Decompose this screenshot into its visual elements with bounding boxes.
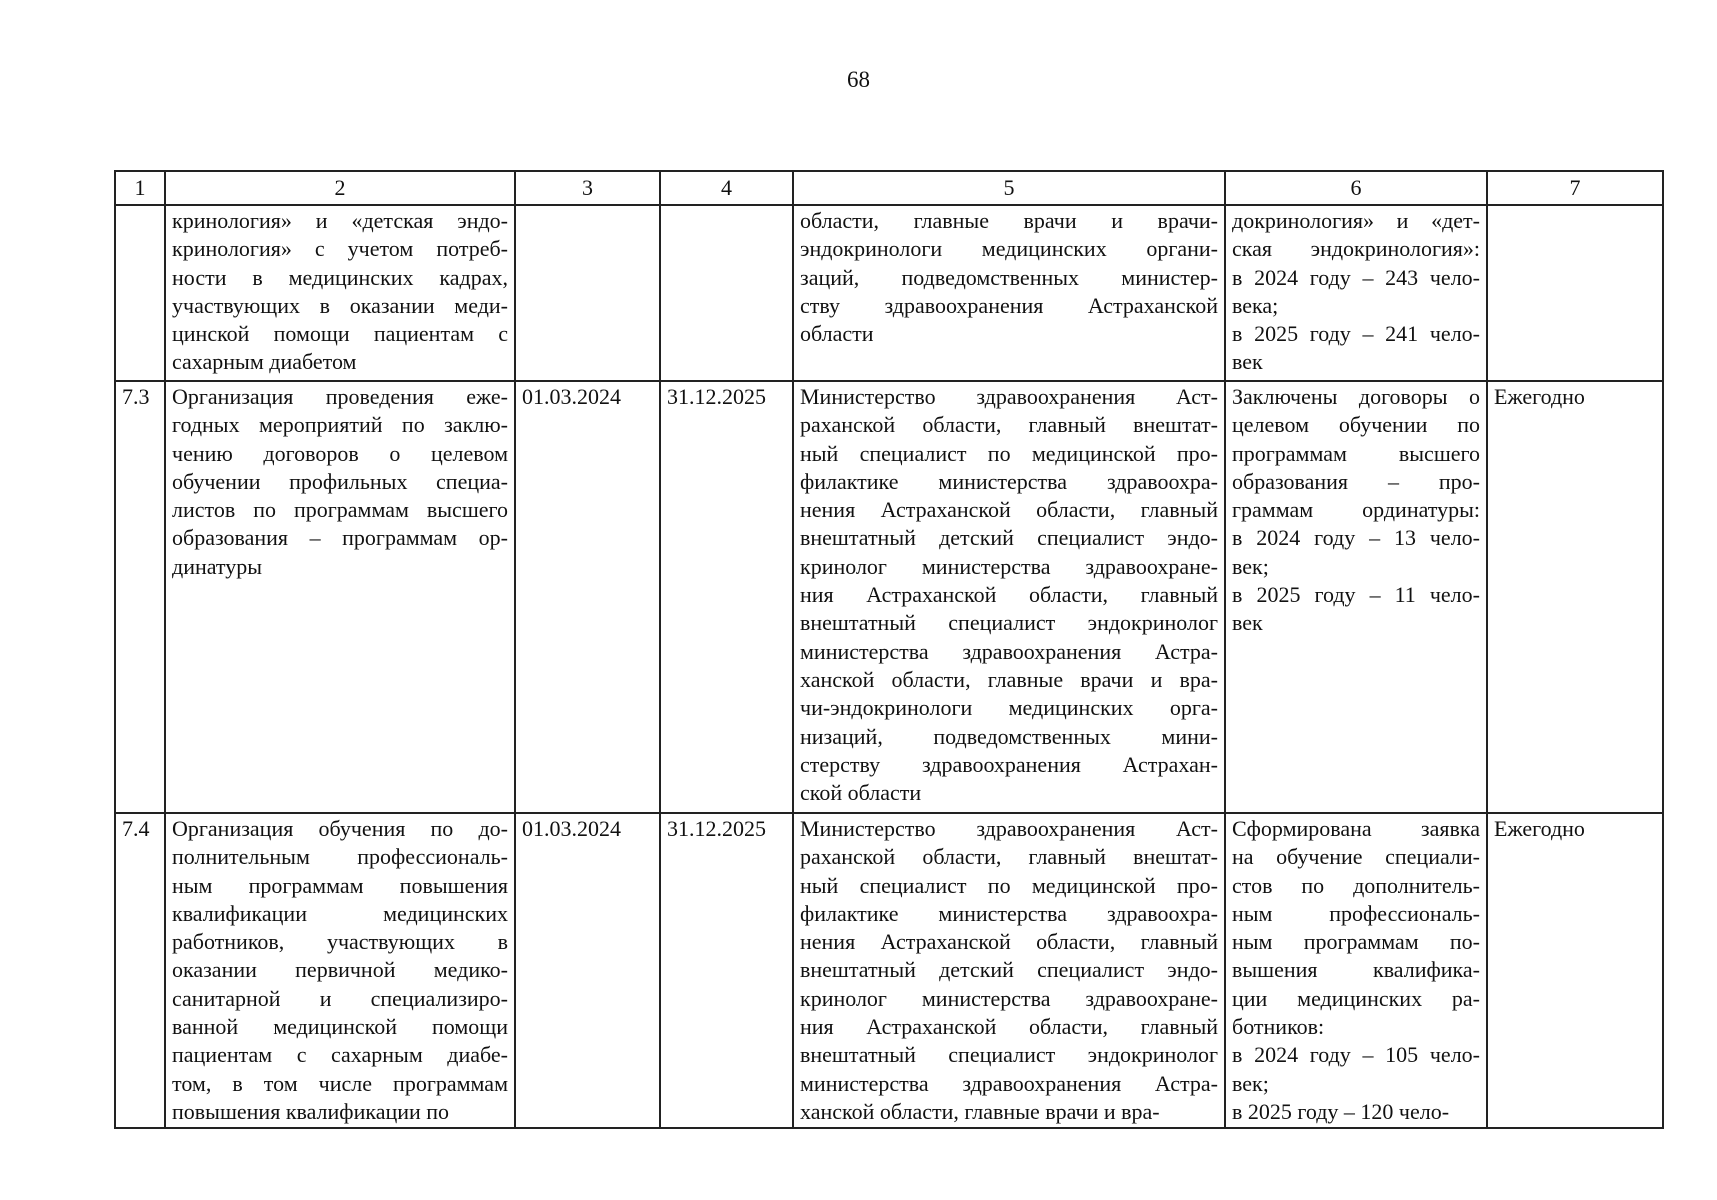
column-number: 1 <box>115 171 165 205</box>
text-line: области, главные врачи и врачи- <box>800 208 1218 233</box>
responsible-cell <box>793 813 1225 1128</box>
activity-cell <box>165 381 515 813</box>
text-line: оказании первичной медико- <box>172 957 508 983</box>
column-number: 2 <box>165 171 515 205</box>
column-number-row <box>115 171 1663 205</box>
text-line: кринология» с учетом потреб- <box>172 236 508 262</box>
text-line: ханской области, главные врачи и вра- <box>800 1098 1160 1124</box>
text-line: ханской области, главные врачи и вра- <box>800 666 1218 692</box>
row-number-cell: 7.3 <box>115 381 165 813</box>
text-line: целевом обучении по <box>1232 412 1480 438</box>
text-line: низаций, подведомственных мини- <box>800 723 1218 749</box>
text-line: филактике министерства здравоохра- <box>800 468 1218 494</box>
text-line: ным профессиональ- <box>1232 900 1480 926</box>
text-line: филактике министерства здравоохра- <box>800 900 1218 926</box>
text-line: Заключены договоры о <box>1232 384 1480 409</box>
end-date-cell <box>660 205 793 381</box>
start-date-cell: 01.03.2024 <box>515 381 660 813</box>
text-line: в 2025 году – 11 чело- <box>1232 582 1480 608</box>
text-line: Сформирована заявка <box>1232 816 1480 841</box>
text-line: в 2025 году – 241 чело- <box>1232 321 1480 347</box>
text-line: ный специалист по медицинской про- <box>800 872 1218 898</box>
text-line: квалификации медицинских <box>172 900 508 926</box>
text-line: кринология» и «детская эндо- <box>172 208 508 233</box>
text-line: в 2024 году – 13 чело- <box>1232 525 1480 551</box>
text-line: ботников: <box>1232 1014 1325 1040</box>
text-line: в 2024 году – 243 чело- <box>1232 264 1480 290</box>
text-line: листов по программам высшего <box>172 497 508 523</box>
text-line: заций, подведомственных министер- <box>800 264 1218 290</box>
result-cell <box>1225 381 1487 813</box>
row-number-cell <box>115 205 165 381</box>
text-line: цинской помощи пациентам с <box>172 321 508 347</box>
text-line: ской области <box>800 780 922 806</box>
text-line: ния Астраханской области, главный <box>800 582 1218 608</box>
text-line: раханской области, главный внештат- <box>800 412 1218 438</box>
activity-cell <box>165 205 515 381</box>
text-line: ный специалист по медицинской про- <box>800 440 1218 466</box>
text-line: граммам ординатуры: <box>1232 497 1480 523</box>
text-line: на обучение специали- <box>1232 844 1480 870</box>
text-line: Организация проведения еже- <box>172 384 508 409</box>
text-line: ным программам по- <box>1232 929 1480 955</box>
responsible-cell <box>793 205 1225 381</box>
text-line: вышения квалифика- <box>1232 957 1480 983</box>
text-line: участвующих в оказании меди- <box>172 292 508 318</box>
end-date-cell: 31.12.2025 <box>660 813 793 1128</box>
text-line: нения Астраханской области, главный <box>800 929 1218 955</box>
text-line: повышения квалификации по <box>172 1098 450 1124</box>
text-line: в 2024 году – 105 чело- <box>1232 1042 1480 1068</box>
text-line: ности в медицинских кадрах, <box>172 264 508 290</box>
text-line: докринология» и «дет- <box>1232 208 1480 233</box>
plan-table <box>114 170 1664 1129</box>
text-line: кринолог министерства здравоохране- <box>800 553 1218 579</box>
column-number: 5 <box>793 171 1225 205</box>
column-number: 3 <box>515 171 660 205</box>
text-line: Министерство здравоохранения Аст- <box>800 816 1218 841</box>
text-line: век; <box>1232 1070 1269 1096</box>
text-line: образования – про- <box>1232 468 1480 494</box>
frequency-cell: Ежегодно <box>1487 813 1663 1128</box>
start-date-cell <box>515 205 660 381</box>
result-cell <box>1225 813 1487 1128</box>
column-number: 4 <box>660 171 793 205</box>
text-line: программам высшего <box>1232 440 1480 466</box>
text-line: сахарным диабетом <box>172 349 357 375</box>
text-line: полнительным профессиональ- <box>172 844 508 870</box>
text-line: динатуры <box>172 553 263 579</box>
table-row <box>115 813 1663 1128</box>
text-line: санитарной и специализиро- <box>172 985 508 1011</box>
frequency-cell: Ежегодно <box>1487 381 1663 813</box>
text-line: стов по дополнитель- <box>1232 872 1480 898</box>
text-line: век; <box>1232 553 1269 579</box>
text-line: чи-эндокринологи медицинских орга- <box>800 695 1218 721</box>
text-line: чению договоров о целевом <box>172 440 508 466</box>
start-date-cell: 01.03.2024 <box>515 813 660 1128</box>
result-cell <box>1225 205 1487 381</box>
row-number-cell: 7.4 <box>115 813 165 1128</box>
text-line: ния Астраханской области, главный <box>800 1014 1218 1040</box>
frequency-cell <box>1487 205 1663 381</box>
end-date-cell: 31.12.2025 <box>660 381 793 813</box>
text-line: образования – программам ор- <box>172 525 508 551</box>
text-line: ции медицинских ра- <box>1232 985 1480 1011</box>
activity-cell <box>165 813 515 1128</box>
text-line: работников, участвующих в <box>172 929 508 955</box>
text-line: ванной медицинской помощи <box>172 1014 508 1040</box>
column-number: 6 <box>1225 171 1487 205</box>
text-line: Организация обучения по до- <box>172 816 508 841</box>
text-line: министерства здравоохранения Астра- <box>800 1070 1218 1096</box>
text-line: века; <box>1232 292 1279 318</box>
text-line: ству здравоохранения Астраханской <box>800 292 1218 318</box>
column-number: 7 <box>1487 171 1663 205</box>
text-line: годных мероприятий по заклю- <box>172 412 508 438</box>
text-line: области <box>800 321 874 347</box>
text-line: Министерство здравоохранения Аст- <box>800 384 1218 409</box>
text-line: пациентам с сахарным диабе- <box>172 1042 508 1068</box>
table-row <box>115 205 1663 381</box>
text-line: внештатный специалист эндокринолог <box>800 610 1218 636</box>
page-number: 68 <box>847 67 870 92</box>
text-line: стерству здравоохранения Астрахан- <box>800 751 1218 777</box>
text-line: кринолог министерства здравоохране- <box>800 985 1218 1011</box>
responsible-cell <box>793 381 1225 813</box>
text-line: том, в том числе программам <box>172 1070 508 1096</box>
text-line: обучении профильных специа- <box>172 468 508 494</box>
text-line: в 2025 году – 120 чело- <box>1232 1098 1450 1124</box>
text-line: век <box>1232 610 1263 636</box>
text-line: век <box>1232 349 1263 375</box>
text-line: внештатный специалист эндокринолог <box>800 1042 1218 1068</box>
text-line: нения Астраханской области, главный <box>800 497 1218 523</box>
table-row <box>115 381 1663 813</box>
text-line: внештатный детский специалист эндо- <box>800 957 1218 983</box>
text-line: раханской области, главный внештат- <box>800 844 1218 870</box>
text-line: внештатный детский специалист эндо- <box>800 525 1218 551</box>
text-line: министерства здравоохранения Астра- <box>800 638 1218 664</box>
text-line: ская эндокринология»: <box>1232 236 1480 262</box>
text-line: эндокринологи медицинских органи- <box>800 236 1218 262</box>
text-line: ным программам повышения <box>172 872 508 898</box>
